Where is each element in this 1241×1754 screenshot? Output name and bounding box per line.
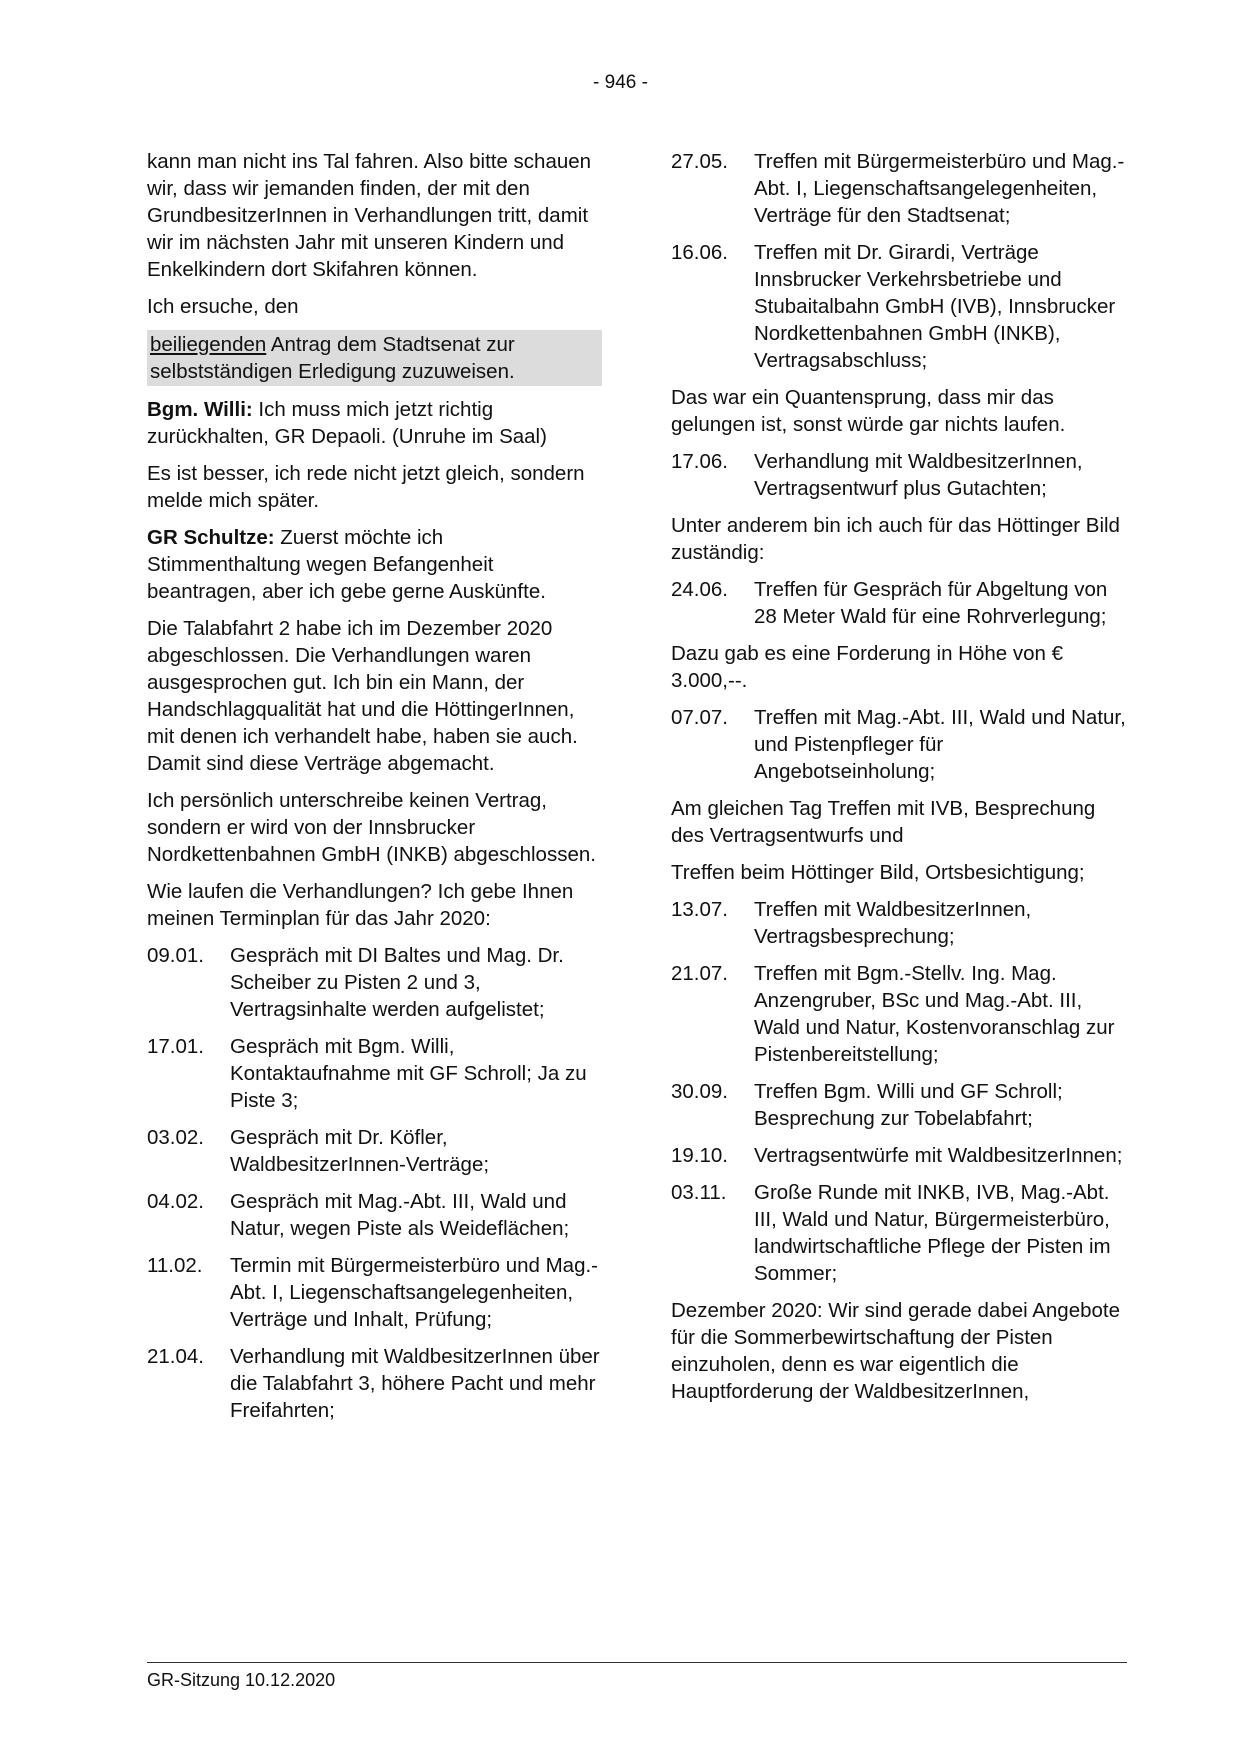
paragraph: Die Talabfahrt 2 habe ich im Dezember 2020 abgeschlossen. Die Verhandlungen waren ausgesprochen gut. Ich bin ein Mann, der Handschlagqualität hat und die HöttingerInnen, mit denen ich verhandelt habe, haben sie auch. Damit sind diese Verträge abgemacht. — [147, 617, 578, 775]
schedule-entry — [147, 1343, 602, 1424]
paragraph — [147, 396, 602, 450]
entry-text: Gespräch mit DI Baltes und Mag. Dr. Scheiber zu Pisten 2 und 3, Vertragsinhalte werden aufgelistet; — [230, 944, 564, 1021]
paragraph: Dazu gab es eine Forderung in Höhe von € 3.000,--. — [671, 642, 1064, 692]
entry-date: 03.02. — [147, 1126, 204, 1149]
entry-text: Verhandlung mit WaldbesitzerInnen, Vertragsentwurf plus Gutachten; — [754, 450, 1083, 500]
entry-text: Treffen Bgm. Willi und GF Schroll; Besprechung zur Tobelabfahrt; — [754, 1080, 1063, 1130]
schedule-entry — [671, 148, 1126, 229]
entry-date: 16.06. — [671, 241, 728, 264]
entry-date: 27.05. — [671, 150, 728, 173]
entry-text: Gespräch mit Mag.-Abt. III, Wald und Natur, wegen Piste als Weideflächen; — [230, 1190, 570, 1240]
footer-text: GR-Sitzung 10.12.2020 — [147, 1670, 336, 1690]
entry-date: 03.11. — [671, 1181, 727, 1204]
entry-text: Große Runde mit INKB, IVB, Mag.-Abt. III, Wald und Natur, Bürgermeisterbüro, landwirtschaftliche Pflege der Pisten im Sommer; — [754, 1181, 1111, 1285]
left-column — [147, 148, 602, 1434]
entry-date: 13.07. — [671, 898, 728, 921]
entry-text: Verhandlung mit WaldbesitzerInnen über die Talabfahrt 3, höhere Pacht und mehr Freifahrten; — [230, 1345, 600, 1422]
entry-date: 19.10. — [671, 1144, 728, 1167]
entry-date: 17.01. — [147, 1035, 204, 1058]
speaker-name: Bgm. Willi: — [147, 398, 253, 421]
paragraph: Ich persönlich unterschreibe keinen Vertrag, sondern er wird von der Innsbrucker Nordkettenbahnen GmbH (INKB) abgeschlossen. — [147, 789, 596, 866]
entry-text: Gespräch mit Dr. Köfler, WaldbesitzerInnen-Verträge; — [230, 1126, 490, 1176]
entry-date: 09.01. — [147, 944, 204, 967]
schedule-entry — [671, 1078, 1126, 1132]
entry-date: 21.07. — [671, 962, 728, 985]
page-number: - 946 - — [593, 72, 648, 93]
highlighted-motion — [147, 330, 602, 386]
schedule-entry — [671, 576, 1126, 630]
paragraph: Das war ein Quantensprung, dass mir das gelungen ist, sonst würde gar nichts laufen. — [671, 386, 1066, 436]
indented-paragraph: Treffen beim Höttinger Bild, Ortsbesichtigung; — [671, 861, 1085, 884]
speech-text: Ich muss mich jetzt richtig zurückhalten, GR Depaoli. (Unruhe im Saal) — [147, 398, 547, 448]
entry-date: 24.06. — [671, 578, 728, 601]
paragraph: Dezember 2020: Wir sind gerade dabei Angebote für die Sommerbewirtschaftung der Pisten einzuholen, denn es war eigentlich die Hauptforderung der WaldbesitzerInnen, — [671, 1299, 1121, 1403]
entry-date: 11.02. — [147, 1254, 203, 1277]
schedule-entry — [147, 1033, 602, 1114]
paragraph: Es ist besser, ich rede nicht jetzt gleich, sondern melde mich später. — [147, 462, 585, 512]
entry-text: Termin mit Bürgermeisterbüro und Mag.-Abt. I, Liegenschaftsangelegenheiten, Verträge und Inhalt, Prüfung; — [230, 1254, 598, 1331]
entry-date: 07.07. — [671, 706, 728, 729]
paragraph: Unter anderem bin ich auch für das Höttinger Bild zuständig: — [671, 514, 1120, 564]
schedule-entry — [671, 1179, 1126, 1287]
schedule-entry — [147, 942, 602, 1023]
indented-paragraph: Am gleichen Tag Treffen mit IVB, Besprechung des Vertragsentwurfs und — [671, 797, 1096, 847]
entry-text: Vertragsentwürfe mit WaldbesitzerInnen; — [754, 1144, 1123, 1167]
schedule-entry — [671, 1142, 1126, 1169]
paragraph: kann man nicht ins Tal fahren. Also bitte schauen wir, dass wir jemanden finden, der mit den GrundbesitzerInnen in Verhandlungen tritt, damit wir im nächsten Jahr mit unseren Kindern und Enkelkindern dort Skifahren können. — [147, 150, 592, 281]
paragraph — [147, 524, 602, 605]
speaker-name: GR Schultze: — [147, 526, 275, 549]
underlined-word: beiliegenden — [150, 333, 267, 356]
entry-text: Treffen mit Bürgermeisterbüro und Mag.-Abt. I, Liegenschaftsangelegenheiten, Verträge für den Stadtsenat; — [754, 150, 1125, 227]
schedule-entry — [147, 1252, 602, 1333]
schedule-entry — [671, 448, 1126, 502]
schedule-entry — [671, 704, 1126, 785]
paragraph: Wie laufen die Verhandlungen? Ich gebe Ihnen meinen Terminplan für das Jahr 2020: — [147, 880, 574, 930]
entry-date: 17.06. — [671, 450, 728, 473]
entry-text: Treffen mit Bgm.-Stellv. Ing. Mag. Anzengruber, BSc und Mag.-Abt. III, Wald und Natur, Kostenvoranschlag zur Pistenbereitstellung; — [754, 962, 1115, 1066]
right-column — [671, 148, 1126, 1415]
schedule-entry — [147, 1188, 602, 1242]
entry-text: Treffen für Gespräch für Abgeltung von 28 Meter Wald für eine Rohrverlegung; — [754, 578, 1108, 628]
motion-text: Antrag dem Stadtsenat zur selbstständigen Erledigung zuzuweisen. — [150, 333, 515, 383]
entry-date: 21.04. — [147, 1345, 204, 1368]
schedule-entry — [671, 960, 1126, 1068]
entry-text: Treffen mit WaldbesitzerInnen, Vertragsbesprechung; — [754, 898, 1032, 948]
footer-divider — [147, 1662, 1127, 1663]
entry-text: Gespräch mit Bgm. Willi, Kontaktaufnahme mit GF Schroll; Ja zu Piste 3; — [230, 1035, 587, 1112]
paragraph: Ich ersuche, den — [147, 295, 299, 318]
entry-date: 04.02. — [147, 1190, 204, 1213]
schedule-entry — [671, 896, 1126, 950]
entry-date: 30.09. — [671, 1080, 728, 1103]
speech-text: Zuerst möchte ich Stimmenthaltung wegen Befangenheit beantragen, aber ich gebe gerne Auskünfte. — [147, 526, 546, 603]
entry-text: Treffen mit Mag.-Abt. III, Wald und Natur, und Pistenpfleger für Angebotseinholung; — [754, 706, 1126, 783]
schedule-entry — [671, 239, 1126, 374]
schedule-entry — [147, 1124, 602, 1178]
entry-text: Treffen mit Dr. Girardi, Verträge Innsbrucker Verkehrsbetriebe und Stubaitalbahn GmbH (IVB), Innsbrucker Nordkettenbahnen GmbH (INKB), Vertragsabschluss; — [754, 241, 1116, 372]
